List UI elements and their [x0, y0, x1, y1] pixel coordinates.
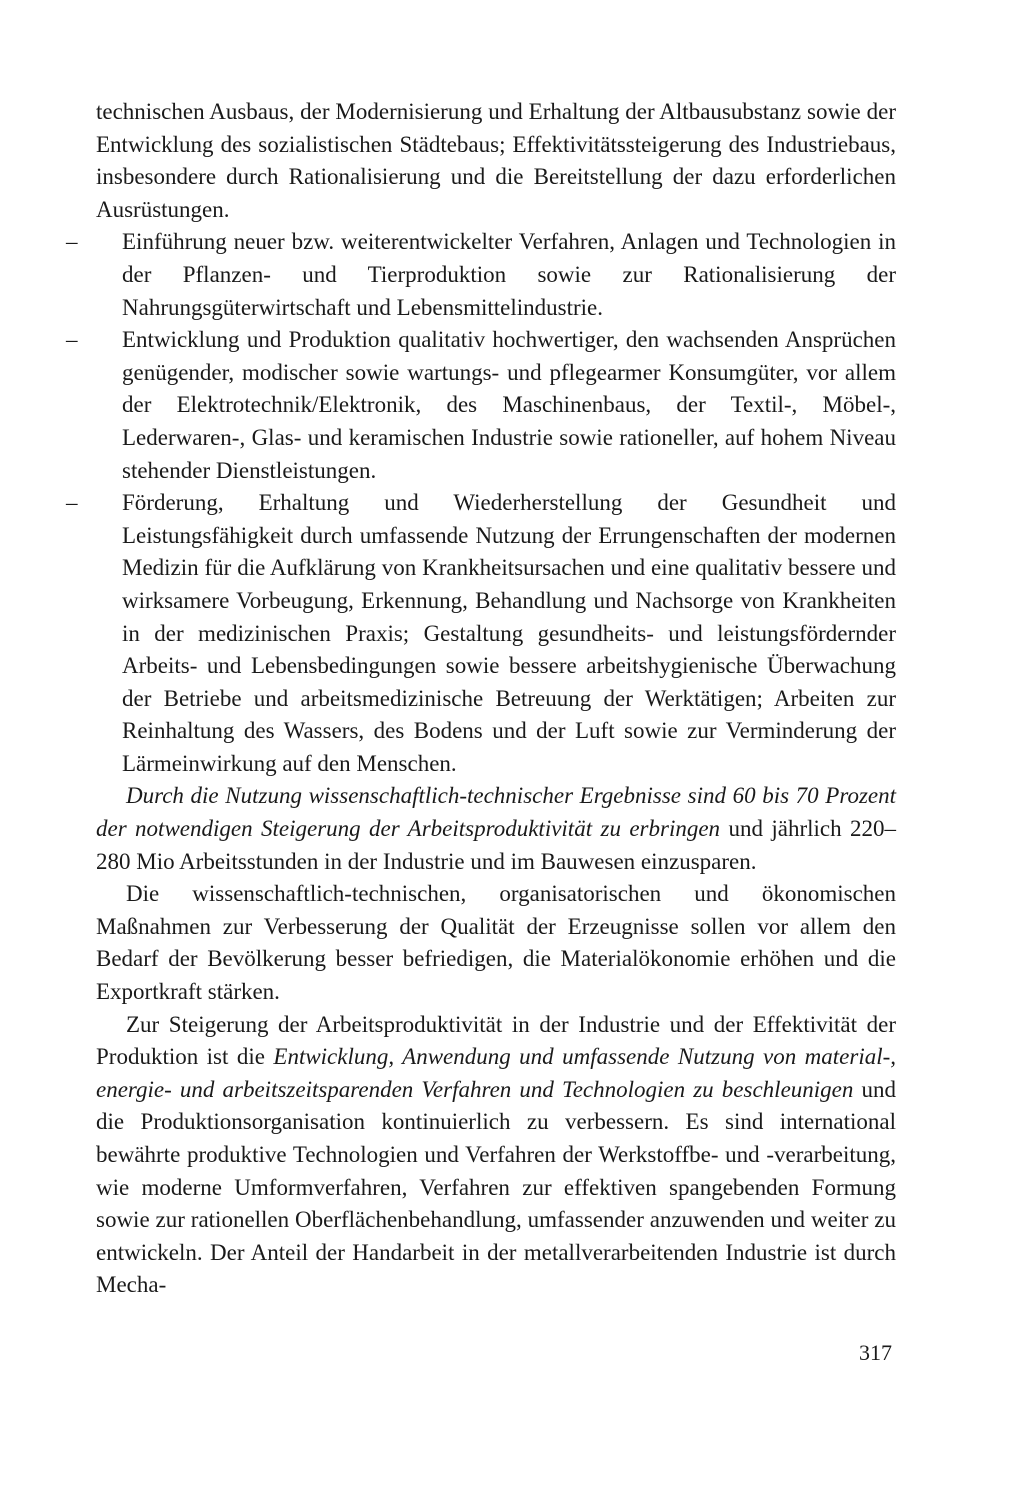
page-number: 317 — [859, 1340, 892, 1365]
paragraph-technology — [96, 1009, 896, 1302]
dash-list — [66, 226, 896, 780]
dash-marker: – — [66, 327, 78, 353]
page-body — [66, 96, 897, 1302]
paragraph-quality: Die wissenschaftlich-technischen, organisatorischen und ökonomischen Maßnahmen zur Verbesserung der Qualität der Erzeugnisse sollen vor allem den Bedarf der Bevölkerung besser befriedigen, die Materialökonomie erhöhen und die Exportkraft stärken. — [96, 881, 896, 1005]
paragraph-text: Zur Steigerung der Arbeitsproduktivität in der Industrie und der Effektivität der Produktion ist die — [96, 1011, 896, 1070]
list-item — [66, 487, 896, 780]
emphasis-text: Durch die Nutzung wissenschaftlich-technischer Ergebnisse sind 60 bis 70 Prozent der notwendigen Steigerung der Arbeitsproduktivität zu erbringen — [96, 783, 896, 842]
continuation-paragraph: technischen Ausbaus, der Modernisierung und Erhaltung der Altbausubstanz sowie der Entwicklung des sozialistischen Städtebaus; Effektivitätssteigerung des Industriebaus, insbesondere durch Rationalisierung und die Bereitstellung der dazu erforderlichen Ausrüstungen. — [96, 99, 896, 222]
paragraph-productivity — [96, 780, 896, 878]
dash-marker: – — [66, 229, 78, 255]
paragraph-text: und jährlich 220–280 Mio Arbeitsstunden in der Industrie und im Bauwesen einzusparen. — [96, 816, 897, 874]
dash-marker: – — [66, 490, 78, 516]
list-item-text: Einführung neuer bzw. weiterentwickelter Verfahren, Anlagen und Technologien in der Pflanzen- und Tierproduktion sowie zur Rationalisierung der Nahrungsgüterwirtschaft und Lebensmittelindustrie. — [122, 229, 896, 320]
paragraph-text: und die Produktionsorganisation kontinuierlich zu verbessern. Es sind international bewährte produktive Technologien und Verfahren der Werkstoffbe- und -verarbeitung, wie moderne Umformverfahren, Verfahren zur effektiven spangebenden Formung sowie zur rationellen Oberflächenbehandlung, umfassender anzuwenden und weiter zu entwickeln. Der Anteil der Handarbeit in der metallverarbeitenden Industrie ist durch Mecha- — [96, 1076, 896, 1298]
list-item — [66, 226, 896, 324]
list-item — [66, 324, 896, 487]
list-item-text: Entwicklung und Produktion qualitativ hochwertiger, den wachsenden Ansprüchen genügender, modischer sowie wartungs- und pflegearmer Konsumgüter, vor allem der Elektrotechnik/Elektronik, des Maschinenbaus, der Textil-, Möbel-, Lederwaren-, Glas- und keramischen Industrie sowie rationeller, auf hohem Niveau stehender Dienstleistungen. — [122, 327, 896, 483]
emphasis-text: Entwicklung, Anwendung und umfassende Nutzung von material-, energie- und arbeitszeitsparenden Verfahren und Technologien zu beschleunigen — [96, 1044, 897, 1102]
list-item-text: Förderung, Erhaltung und Wiederherstellung der Gesundheit und Leistungsfähigkeit durch umfassende Nutzung der Errungenschaften der modernen Medizin für die Aufklärung von Krankheitsursachen und eine qualitativ bessere und wirksamere Vorbeugung, Erkennung, Behandlung und Nachsorge von Krankheiten in der medizinischen Praxis; Gestaltung gesundheits- und leistungsfördernder Arbeits- und Lebensbedingungen sowie bessere arbeitshygienische Überwachung der Betriebe und arbeitsmedizinische Betreuung der Werktätigen; Arbeiten zur Reinhaltung des Wassers, des Bodens und der Luft sowie zur Verminderung der Lärmeinwirkung auf den Menschen. — [122, 490, 896, 776]
